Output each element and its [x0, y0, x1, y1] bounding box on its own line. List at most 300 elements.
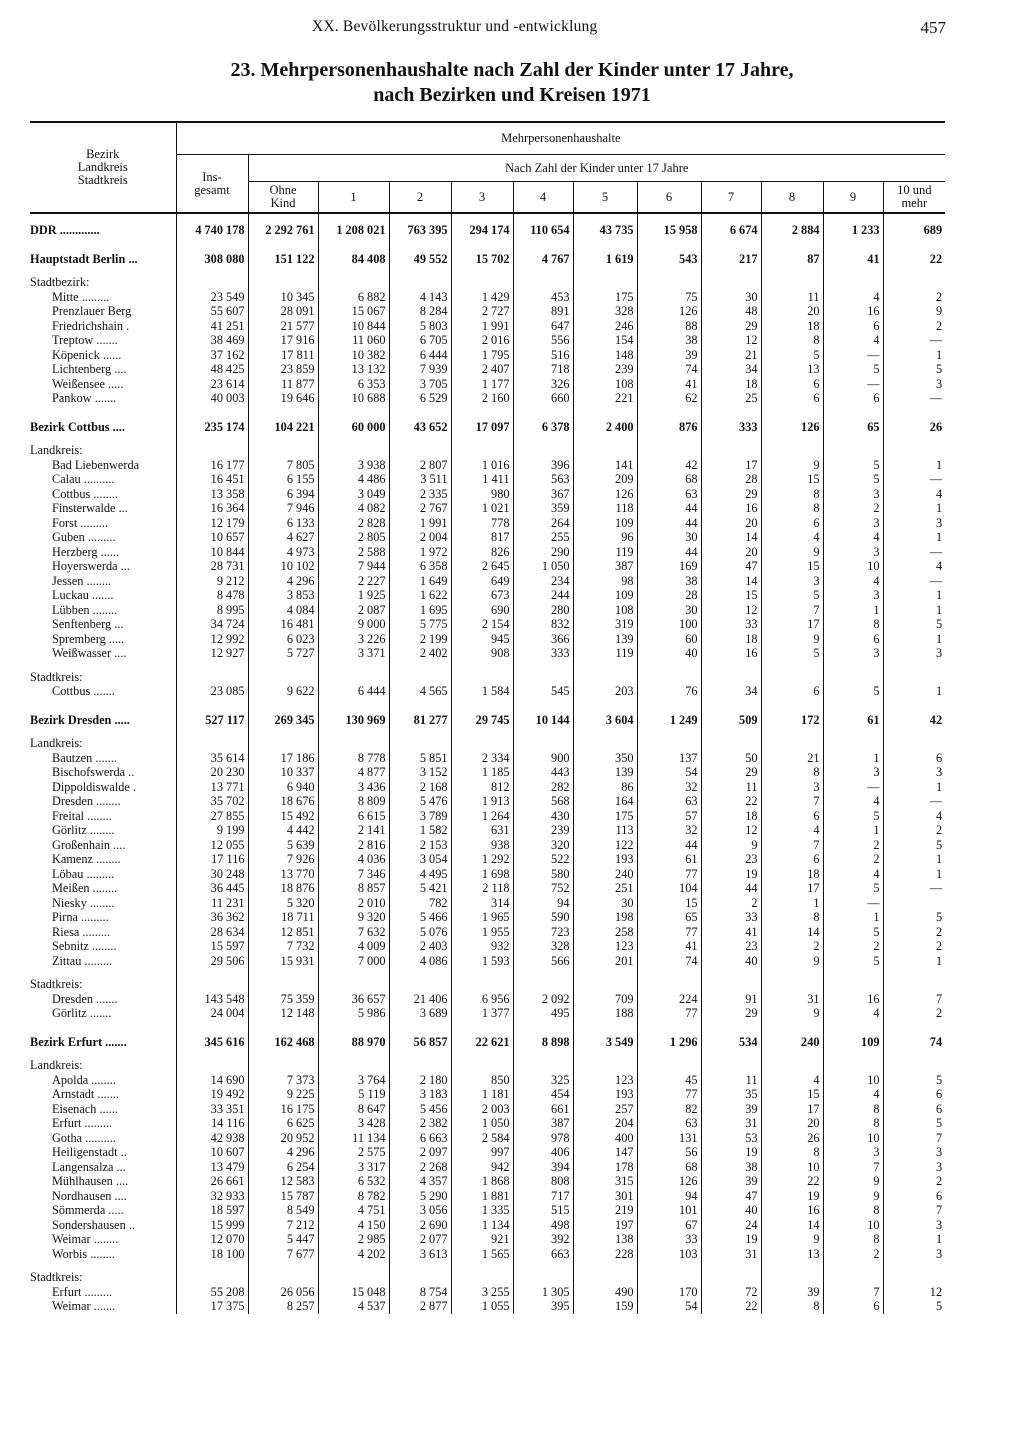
value-cell: 32 933 — [176, 1189, 248, 1204]
value-cell: 109 — [573, 516, 637, 531]
value-cell: 14 — [701, 574, 761, 589]
value-cell: 3 428 — [318, 1116, 389, 1131]
value-cell: 239 — [573, 362, 637, 377]
value-cell: 60 000 — [318, 420, 389, 435]
value-cell: 22 621 — [451, 1035, 513, 1050]
value-cell: 4 — [883, 559, 945, 574]
value-cell: 6 882 — [318, 290, 389, 305]
value-cell: 18 — [701, 632, 761, 647]
header-kids-7-line-0: 7 — [727, 189, 735, 204]
value-cell: 21 — [701, 348, 761, 363]
value-cell: 3 — [823, 646, 883, 661]
spacer-cell — [389, 661, 451, 670]
value-cell: 55 607 — [176, 304, 248, 319]
value-cell: 23 549 — [176, 290, 248, 305]
value-cell: 2 016 — [451, 333, 513, 348]
spacer-cell — [573, 661, 637, 670]
spacer-row — [30, 1261, 945, 1270]
value-cell: 159 — [573, 1299, 637, 1314]
value-cell: 68 — [637, 472, 701, 487]
spacer-cell — [30, 406, 176, 420]
table-row — [30, 1299, 945, 1314]
value-cell: 53 — [701, 1131, 761, 1146]
value-cell: 387 — [513, 1116, 573, 1131]
value-cell: 1 411 — [451, 472, 513, 487]
header-kids-6-line-0: 6 — [665, 189, 673, 204]
value-cell: 9 — [761, 954, 823, 969]
value-cell: 109 — [573, 588, 637, 603]
row-label: Guben ......... — [52, 530, 116, 544]
value-cell: 12 179 — [176, 516, 248, 531]
empty-cell — [176, 736, 248, 751]
row-label: Eisenach ...... — [52, 1101, 118, 1116]
value-cell: 490 — [573, 1285, 637, 1300]
value-cell: 4 086 — [389, 954, 451, 969]
value-cell: 6 133 — [248, 516, 318, 531]
value-cell: 326 — [513, 377, 573, 392]
value-cell: 209 — [573, 472, 637, 487]
table-row — [30, 458, 945, 473]
value-cell: 9 199 — [176, 823, 248, 838]
value-cell: 5 — [883, 1299, 945, 1314]
value-cell: 717 — [513, 1189, 573, 1204]
value-cell: 333 — [701, 420, 761, 435]
value-cell: 1 021 — [451, 501, 513, 516]
value-cell: 1 208 021 — [318, 223, 389, 238]
value-cell: 1 991 — [389, 516, 451, 531]
row-label: Bezirk Erfurt ....... — [30, 1034, 127, 1049]
spacer-cell — [30, 1021, 176, 1035]
spacer-cell — [883, 406, 945, 420]
spacer-cell — [701, 266, 761, 275]
spacer-cell — [513, 1021, 573, 1035]
value-cell: 18 — [761, 867, 823, 882]
value-cell: 4 — [823, 867, 883, 882]
table-row — [30, 603, 945, 618]
value-cell: 5 — [823, 954, 883, 969]
value-cell: 19 — [701, 1145, 761, 1160]
value-cell: 8 754 — [389, 1285, 451, 1300]
empty-cell — [513, 1270, 573, 1285]
spacer-cell — [637, 1049, 701, 1058]
value-cell: 224 — [637, 992, 701, 1007]
table-row — [30, 319, 945, 334]
value-cell: 2 — [883, 1174, 945, 1189]
value-cell: 6 — [823, 1299, 883, 1314]
value-cell: 6 705 — [389, 333, 451, 348]
value-cell: 8 — [823, 617, 883, 632]
table-row — [30, 1102, 945, 1117]
value-cell: 139 — [573, 632, 637, 647]
value-cell: 997 — [451, 1145, 513, 1160]
spacer-cell — [451, 1049, 513, 1058]
spacer-cell — [451, 266, 513, 275]
value-cell: 1 955 — [451, 925, 513, 940]
value-cell: 29 — [701, 765, 761, 780]
value-cell: 6 940 — [248, 780, 318, 795]
table-row — [30, 559, 945, 574]
value-cell: 3 — [883, 646, 945, 661]
value-cell: 38 — [637, 333, 701, 348]
value-cell: 6 — [761, 852, 823, 867]
value-cell: 240 — [761, 1035, 823, 1050]
row-label: Bautzen ....... — [52, 750, 117, 765]
value-cell: 6 — [761, 516, 823, 531]
value-cell: 3 — [823, 1145, 883, 1160]
value-cell: 4 — [823, 794, 883, 809]
value-cell: 33 — [637, 1232, 701, 1247]
empty-cell — [318, 977, 389, 992]
value-cell: 22 — [883, 252, 945, 267]
value-cell: 392 — [513, 1232, 573, 1247]
value-cell: 5 851 — [389, 751, 451, 766]
value-cell: 2 087 — [318, 603, 389, 618]
value-cell: 1 377 — [451, 1006, 513, 1021]
row-label: Pankow ....... — [52, 391, 117, 405]
value-cell: 4 627 — [248, 530, 318, 545]
value-cell: 6 444 — [318, 684, 389, 699]
value-cell: 257 — [573, 1102, 637, 1117]
row-label: Forst ......... — [52, 515, 109, 530]
header-kids-5-line-0: 5 — [601, 189, 609, 204]
spacer-cell — [573, 699, 637, 713]
value-cell: 3 436 — [318, 780, 389, 795]
value-cell: 1 925 — [318, 588, 389, 603]
spacer-cell — [823, 406, 883, 420]
value-cell: 30 — [637, 603, 701, 618]
value-cell: 387 — [573, 559, 637, 574]
table-title-line-2: nach Bezirken und Kreisen 1971 — [373, 84, 651, 106]
spacer-cell — [761, 699, 823, 713]
empty-cell — [883, 443, 945, 458]
value-cell: 72 — [701, 1285, 761, 1300]
row-label: Niesky ........ — [52, 895, 115, 910]
value-cell: 1 429 — [451, 290, 513, 305]
value-cell: 77 — [637, 867, 701, 882]
spacer-cell — [513, 213, 573, 223]
spacer-cell — [30, 434, 176, 443]
value-cell: 2 575 — [318, 1145, 389, 1160]
value-cell: 2 077 — [389, 1232, 451, 1247]
value-cell: 290 — [513, 545, 573, 560]
value-cell: 1 249 — [637, 713, 701, 728]
value-cell: 3 689 — [389, 1006, 451, 1021]
spacer-cell — [318, 238, 389, 252]
empty-cell — [573, 1058, 637, 1073]
value-cell: 1 — [883, 588, 945, 603]
value-cell: 660 — [513, 391, 573, 406]
value-cell: 14 690 — [176, 1073, 248, 1088]
row-label: Arnstadt ....... — [52, 1087, 119, 1101]
row-label: Lichtenberg .... — [52, 362, 127, 376]
table-row — [30, 588, 945, 603]
table-row — [30, 751, 945, 766]
value-cell: 17 — [761, 881, 823, 896]
value-cell: 219 — [573, 1203, 637, 1218]
spacer-cell — [30, 1261, 176, 1270]
value-cell: 20 — [761, 304, 823, 319]
value-cell: 13 358 — [176, 487, 248, 502]
value-cell: 9 — [883, 304, 945, 319]
spacer-cell — [823, 434, 883, 443]
value-cell: 1 292 — [451, 852, 513, 867]
value-cell: 3 226 — [318, 632, 389, 647]
value-cell: 6 — [761, 377, 823, 392]
empty-cell — [637, 443, 701, 458]
value-cell: 8 857 — [318, 881, 389, 896]
value-cell: 43 652 — [389, 420, 451, 435]
value-cell: 4 — [883, 809, 945, 824]
value-cell: 2 160 — [451, 391, 513, 406]
value-cell: 4 877 — [318, 765, 389, 780]
value-cell: 198 — [573, 910, 637, 925]
spacer-cell — [513, 238, 573, 252]
value-cell: 454 — [513, 1087, 573, 1102]
value-cell: 50 — [701, 751, 761, 766]
row-label: Görlitz ........ — [52, 823, 115, 837]
value-cell: 11 — [701, 780, 761, 795]
bezirk-total-row — [30, 420, 945, 435]
spacer-cell — [637, 266, 701, 275]
value-cell: 148 — [573, 348, 637, 363]
value-cell: 19 492 — [176, 1087, 248, 1102]
value-cell: 45 — [637, 1073, 701, 1088]
value-cell: 18 100 — [176, 1247, 248, 1262]
running-header — [0, 18, 1024, 42]
value-cell: 6 254 — [248, 1160, 318, 1175]
row-label: Lübben ........ — [52, 602, 118, 617]
empty-cell — [318, 736, 389, 751]
value-cell: 647 — [513, 319, 573, 334]
value-cell: 6 — [883, 1189, 945, 1204]
value-cell: 5 639 — [248, 838, 318, 853]
value-cell: 1 050 — [513, 559, 573, 574]
spacer-cell — [176, 266, 248, 275]
value-cell: 13 771 — [176, 780, 248, 795]
value-cell: 1 335 — [451, 1203, 513, 1218]
header-kids-1-line-0: 1 — [350, 189, 357, 204]
value-cell: 782 — [389, 896, 451, 911]
value-cell: 100 — [637, 617, 701, 632]
spacer-cell — [573, 266, 637, 275]
value-cell: 3 — [883, 516, 945, 531]
value-cell: 6 155 — [248, 472, 318, 487]
value-cell: 325 — [513, 1073, 573, 1088]
value-cell: 10 844 — [176, 545, 248, 560]
table-row — [30, 794, 945, 809]
spacer-cell — [176, 406, 248, 420]
bezirk-total-row — [30, 252, 945, 267]
value-cell: 41 — [701, 925, 761, 940]
value-cell: 5 — [883, 838, 945, 853]
value-cell: 1 — [883, 530, 945, 545]
value-cell: 2 584 — [451, 1131, 513, 1146]
value-cell: — — [823, 348, 883, 363]
value-cell: 8 — [761, 501, 823, 516]
empty-cell — [513, 443, 573, 458]
value-cell: 47 — [701, 559, 761, 574]
value-cell: 4 751 — [318, 1203, 389, 1218]
value-cell: 2 402 — [389, 646, 451, 661]
value-cell: 10 — [823, 1073, 883, 1088]
spacer-cell — [637, 213, 701, 223]
row-label: Dresden ....... — [52, 991, 118, 1006]
value-cell: 2 118 — [451, 881, 513, 896]
value-cell: 19 — [761, 1189, 823, 1204]
value-cell: 38 — [637, 574, 701, 589]
value-cell: 67 — [637, 1218, 701, 1233]
spacer-cell — [573, 406, 637, 420]
value-cell: 7 939 — [389, 362, 451, 377]
value-cell: 9 — [823, 1189, 883, 1204]
empty-cell — [176, 670, 248, 685]
value-cell: 17 — [761, 617, 823, 632]
spacer-row — [30, 266, 945, 275]
empty-cell — [318, 443, 389, 458]
value-cell: 2 168 — [389, 780, 451, 795]
spacer-cell — [389, 699, 451, 713]
spacer-cell — [637, 727, 701, 736]
spacer-row — [30, 1049, 945, 1058]
value-cell: 55 208 — [176, 1285, 248, 1300]
spacer-cell — [248, 661, 318, 670]
empty-cell — [573, 670, 637, 685]
value-cell: 15 — [637, 896, 701, 911]
value-cell: 2 767 — [389, 501, 451, 516]
value-cell: 4 767 — [513, 252, 573, 267]
value-cell: 4 084 — [248, 603, 318, 618]
row-label: Weimar ....... — [52, 1299, 116, 1313]
group-heading: Stadtkreis: — [30, 1270, 83, 1284]
value-cell: 6 — [761, 391, 823, 406]
value-cell: 3 764 — [318, 1073, 389, 1088]
value-cell: 10 345 — [248, 290, 318, 305]
value-cell: 11 877 — [248, 377, 318, 392]
value-cell: 31 — [701, 1116, 761, 1131]
value-cell: 29 745 — [451, 713, 513, 728]
value-cell: 84 408 — [318, 252, 389, 267]
value-cell: 103 — [637, 1247, 701, 1262]
spacer-cell — [318, 213, 389, 223]
value-cell: — — [883, 881, 945, 896]
value-cell: 3 152 — [389, 765, 451, 780]
value-cell: 2 — [883, 290, 945, 305]
table-title-line-1: 23. Mehrpersonenhaushalte nach Zahl der Kinder unter 17 Jahre, — [230, 59, 794, 81]
value-cell: 28 — [701, 472, 761, 487]
header-insgesamt — [176, 155, 248, 214]
value-cell: 1 016 — [451, 458, 513, 473]
spacer-cell — [451, 699, 513, 713]
value-cell: 3 056 — [389, 1203, 451, 1218]
value-cell: 4 442 — [248, 823, 318, 838]
spacer-cell — [883, 434, 945, 443]
spacer-cell — [176, 434, 248, 443]
value-cell: 88 970 — [318, 1035, 389, 1050]
value-cell: 282 — [513, 780, 573, 795]
table-row — [30, 910, 945, 925]
table-row — [30, 838, 945, 853]
table-row — [30, 1160, 945, 1175]
value-cell: 18 676 — [248, 794, 318, 809]
spacer-row — [30, 213, 945, 223]
value-cell: 7 946 — [248, 501, 318, 516]
value-cell: 9 622 — [248, 684, 318, 699]
value-cell: 2 292 761 — [248, 223, 318, 238]
value-cell — [883, 896, 945, 911]
header-kids-3 — [451, 182, 513, 214]
table-row — [30, 881, 945, 896]
empty-cell — [761, 736, 823, 751]
value-cell: 113 — [573, 823, 637, 838]
value-cell: 5 — [823, 362, 883, 377]
value-cell: 1 868 — [451, 1174, 513, 1189]
value-cell: 30 — [637, 530, 701, 545]
table-row — [30, 925, 945, 940]
value-cell: 430 — [513, 809, 573, 824]
spacer-cell — [248, 406, 318, 420]
table-row — [30, 1087, 945, 1102]
value-cell: 17 375 — [176, 1299, 248, 1314]
spacer-cell — [637, 238, 701, 252]
spacer-cell — [389, 213, 451, 223]
households-table — [30, 121, 945, 1314]
value-cell: 7 — [761, 794, 823, 809]
value-cell: 15 — [761, 472, 823, 487]
spacer-cell — [573, 238, 637, 252]
row-label: Herzberg ...... — [52, 544, 120, 559]
value-cell: 8 — [823, 1102, 883, 1117]
value-cell: 8 — [761, 487, 823, 502]
value-cell: 91 — [701, 992, 761, 1007]
spacer-cell — [761, 434, 823, 443]
empty-cell — [389, 977, 451, 992]
value-cell: 8 778 — [318, 751, 389, 766]
spacer-cell — [883, 238, 945, 252]
value-cell: 1 — [883, 632, 945, 647]
value-cell: 2 588 — [318, 545, 389, 560]
value-cell: 1 698 — [451, 867, 513, 882]
spacer-cell — [637, 1261, 701, 1270]
spacer-cell — [823, 661, 883, 670]
value-cell: 20 230 — [176, 765, 248, 780]
value-cell: 395 — [513, 1299, 573, 1314]
spacer-cell — [176, 1021, 248, 1035]
value-cell: 826 — [451, 545, 513, 560]
row-label: Weißensee ..... — [52, 376, 124, 391]
value-cell: 3 255 — [451, 1285, 513, 1300]
value-cell: 522 — [513, 852, 573, 867]
header-kids-4-line-0: 4 — [539, 189, 547, 204]
value-cell: 2 — [883, 823, 945, 838]
value-cell: 11 231 — [176, 896, 248, 911]
value-cell: 16 — [823, 992, 883, 1007]
value-cell: 4 357 — [389, 1174, 451, 1189]
value-cell: 6 444 — [389, 348, 451, 363]
page-number: 457 — [920, 18, 946, 37]
row-label: Riesa ......... — [52, 924, 111, 939]
value-cell: 2 645 — [451, 559, 513, 574]
value-cell: 7 000 — [318, 954, 389, 969]
value-cell: 5 — [761, 646, 823, 661]
value-cell: 2 — [883, 939, 945, 954]
row-label: Hauptstadt Berlin ... — [30, 251, 138, 266]
value-cell: 3 604 — [573, 713, 637, 728]
value-cell: 12 148 — [248, 1006, 318, 1021]
empty-cell — [637, 1058, 701, 1073]
empty-cell — [883, 1058, 945, 1073]
empty-cell — [451, 736, 513, 751]
value-cell: 201 — [573, 954, 637, 969]
